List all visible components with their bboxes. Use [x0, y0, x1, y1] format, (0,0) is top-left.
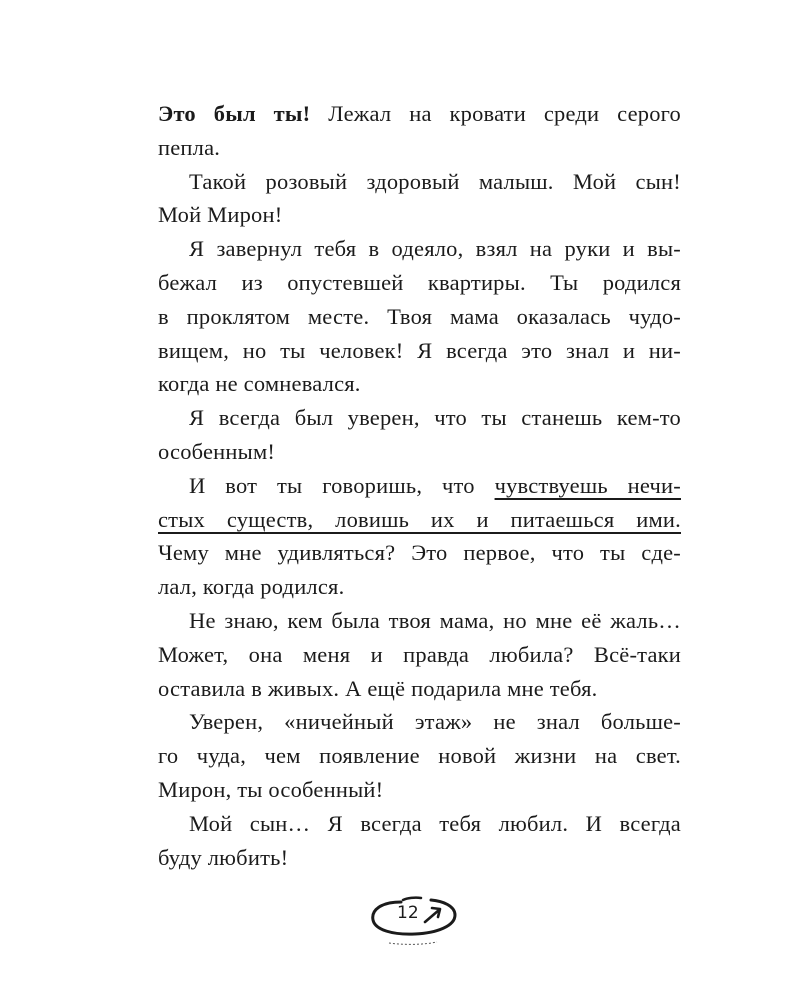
- line-text: Я всегда был уверен, что ты станешь кем-то: [189, 405, 681, 431]
- text-line: [158, 300, 681, 334]
- text-line: [158, 638, 681, 672]
- line-text: вищем, но ты человек! Я всегда это знал и ни-: [158, 337, 681, 363]
- line-text: Не знаю, кем была твоя мама, но мне её жаль…: [189, 607, 681, 633]
- text-line: [158, 570, 681, 604]
- text-line: [158, 807, 681, 841]
- paragraph-3: [158, 232, 681, 401]
- line-text: Мой сын… Я всегда тебя любил. И всегда: [189, 810, 681, 836]
- page-body-text: [158, 97, 681, 874]
- text-line: [158, 131, 681, 165]
- text-line: [158, 503, 681, 537]
- line-text: когда не сомневался.: [158, 371, 361, 397]
- text-line: [158, 266, 681, 300]
- text-line: [158, 469, 681, 503]
- text-line: [158, 705, 681, 739]
- text-line: [158, 401, 681, 435]
- page-number-shadow: [389, 942, 437, 944]
- underlined-text: стых существ, ловишь их и питаешься ими.: [158, 506, 681, 532]
- text-line: [158, 536, 681, 570]
- text-line: [158, 198, 681, 232]
- text-line: [158, 334, 681, 368]
- paragraph-8: [158, 807, 681, 875]
- bold-lead-text: Это был ты!: [158, 101, 311, 126]
- arrow-icon: [425, 908, 440, 922]
- page-number-doodle: [363, 888, 463, 948]
- page-number-circle-stroke: [403, 898, 421, 900]
- line-text: И вот ты говоришь, что: [189, 472, 495, 498]
- line-text: особенным!: [158, 438, 276, 464]
- text-line: [158, 232, 681, 266]
- text-line: [158, 435, 681, 469]
- paragraph-7: [158, 705, 681, 806]
- line-text: Чему мне удивляться? Это первое, что ты сде-: [158, 540, 681, 566]
- text-line: [158, 773, 681, 807]
- text-line: [158, 604, 681, 638]
- line-text: буду любить!: [158, 844, 289, 870]
- underlined-text: чувствуешь нечи-: [494, 472, 681, 498]
- line-text: Уверен, «ничейный этаж» не знал большe-: [189, 709, 681, 735]
- page-number-badge: [363, 888, 463, 948]
- line-text: бежал из опустевшей квартиры. Ты родился: [158, 269, 681, 295]
- line-text: Лежал на кровати среди серого: [310, 101, 681, 126]
- text-line: [158, 165, 681, 199]
- line-text: оставила в живых. А ещё подарила мне тебя.: [158, 675, 598, 701]
- line-text: Может, она меня и правда любила? Всё-таки: [158, 641, 681, 667]
- line-text: Такой розовый здоровый малыш. Мой сын!: [189, 168, 681, 194]
- line-text: пепла.: [158, 134, 221, 160]
- paragraph-6: [158, 604, 681, 705]
- text-line: [158, 841, 681, 875]
- text-line: [158, 672, 681, 706]
- text-line: [158, 97, 681, 131]
- line-text: Мой Мирон!: [158, 202, 283, 228]
- paragraph-1: [158, 97, 681, 165]
- line-text: лал, когда родился.: [158, 574, 345, 600]
- line-text: Мирон, ты особенный!: [158, 776, 384, 802]
- page-number: 12: [397, 903, 419, 923]
- paragraph-4: [158, 401, 681, 469]
- line-text: Я завернул тебя в одеяло, взял на руки и вы-: [189, 236, 681, 262]
- paragraph-2: [158, 165, 681, 233]
- paragraph-5: [158, 469, 681, 604]
- line-text: го чуда, чем появление новой жизни на свет.: [158, 743, 681, 769]
- text-line: [158, 367, 681, 401]
- text-line: [158, 739, 681, 773]
- line-text: в проклятом месте. Твоя мама оказалась чудо-: [158, 303, 681, 329]
